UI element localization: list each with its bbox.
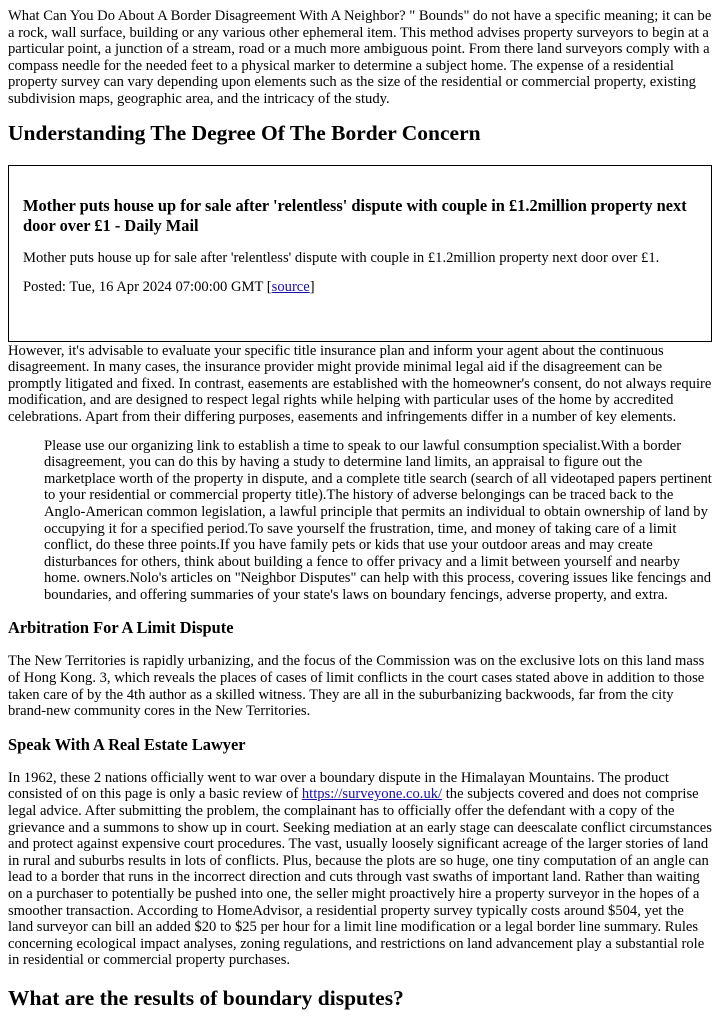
arbitration-paragraph: The New Territories is rapidly urbanizing, and the focus of the Commission was on the exclusive lots on this land mass of Hong Kong. 3, which reveals the places of cases of limit conflicts in the court cases stated above in addition to those taken care of by the 4th author as a skilled witness. They are all in the suburbanizing backwoods, far from the city brand-new community cores in the New Territories. <box>8 653 705 720</box>
news-posted-bracket: ] <box>309 279 315 296</box>
lawyer-text-start: In 1962, these 2 nations officially went to war over a boundary dispute in the Himalayan Mountains. The product consisted of on this page is only a basic review of <box>8 769 669 803</box>
news-posted-line <box>23 279 697 296</box>
lawyer-text-end: the subjects covered and does not comprise legal advice. After submitting the problem, the complainant has to officially offer the defendant with a copy of the grievance and a summons to show up in court. Seeking mediation at an early stage can deescalate conflict circumstances and protect against expensive court procedures. The vast, usually loosely significant acreage of the larger stories of land in rural and suburbs results in lots of conflicts. Plus, because the plots are so huge, one tiny computation of an angle can lead to a border that runs in the incorrect direction and cuts through vast swaths of important land. Rather than waiting on a purchaser to potentially be pushed into one, the seller might proactively hire a property surveyor in the hopes of a smoother transaction. According to HomeAdvisor, a residential property survey typically costs around $504, yet the land surveyor can bill an added $20 to $25 per hour for a limit line modification or a legal border line summary. Rules concerning ecological impact analyses, zoning regulations, and restrictions on land advancement play a substantial role in residential or commercial property purchases. <box>8 786 712 969</box>
quoted-block <box>44 438 712 604</box>
heading-border-concern: Understanding The Degree Of The Border Concern <box>8 120 481 145</box>
news-title: Mother puts house up for sale after 'relentless' dispute with couple in £1.2million property next door over £1 - Daily Mail <box>23 195 687 236</box>
news-posted-date: Posted: Tue, 16 Apr 2024 07:00:00 GMT [ <box>23 279 272 296</box>
intro-paragraph: What Can You Do About A Border Disagreement With A Neighbor? " Bounds" do not have a specific meaning; it can be a rock, wall surface, building or any various other ephemeral item. This method advises property surveyors to begin at a particular point, a junction of a stream, road or a much more ambiguous point. From there land surveyors comply with a compass needle for the needed feet to a physical marker to determine a subject home. The expense of a residential property survey can vary depending upon elements such as the size of the residential or commercial property, existing subdivision maps, geographic area, and the intricacy of the study. <box>8 8 712 107</box>
news-description: Mother puts house up for sale after 'relentless' dispute with couple in £1.2million property next door over £1. <box>23 249 660 266</box>
heading-boundary-results: What are the results of boundary disputes? <box>8 985 404 1010</box>
heading-real-estate-lawyer: Speak With A Real Estate Lawyer <box>8 734 246 754</box>
lawyer-paragraph <box>8 770 712 969</box>
heading-arbitration: Arbitration For A Limit Dispute <box>8 618 234 638</box>
insurance-paragraph: However, it's advisable to evaluate your specific title insurance plan and inform your agent about the continuous disagreement. In many cases, the insurance provider might provide minimal legal aid if the disagreement can be promptly litigated and fixed. In contrast, easements are established with the homeowner's consent, do not always require modification, and are designed to respect legal rights while helping with particular uses of the home by accredited celebrations. Apart from their differing purposes, easements and infringements differ in a number of key elements. <box>8 342 712 425</box>
news-source-link[interactable]: source <box>271 279 310 296</box>
quoted-paragraph: Please use our organizing link to establish a time to speak to our lawful consumption specialist.With a border disagreement, you can do this by having a study to determine land limits, an appraisal to figure out the marketplace worth of the property in dispute, and a complete title search (search of all videotaped papers pertinent to your residential or commercial property title).The history of adverse belongings can be traced back to the Anglo-American common legislation, a lawful principle that permits an individual to obtain ownership of land by occupying it for a specified period.To save yourself the frustration, time, and money of taking care of a limit conflict, do these three points.If you have family pets or kids that use your outdoor areas and may create disturbances for others, think about building a fence to offer privacy and a limit between yourself and nearby home. owners.Nolo's articles on "Neighbor Disputes" can help with this process, covering issues like fencings and boundaries, and offering summaries of your state's laws on boundary fencings, adverse property, and extra. <box>44 437 712 603</box>
surveyone-link[interactable]: https://surveyone.co.uk/ <box>301 786 443 803</box>
news-card <box>8 165 712 342</box>
